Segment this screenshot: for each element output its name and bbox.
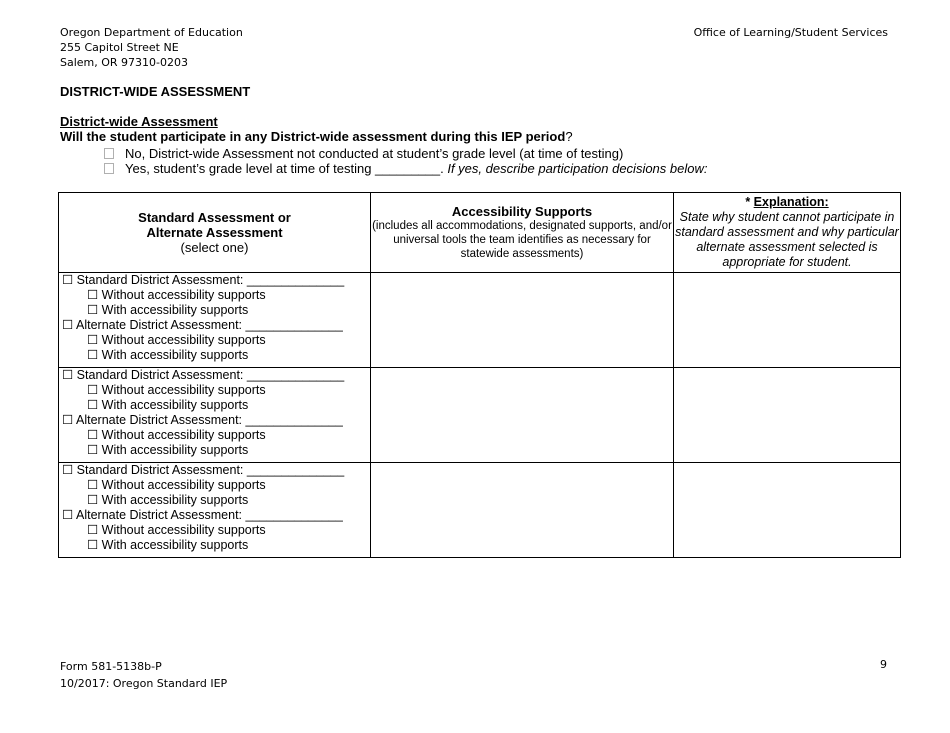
standard-assessment-checkbox[interactable]: ☐ Standard District Assessment: ______________: [62, 273, 345, 287]
standard-without-supports-checkbox[interactable]: ☐ Without accessibility supports: [87, 383, 266, 397]
org-street: 255 Capitol Street NE: [60, 41, 179, 54]
table-row: [59, 273, 901, 368]
col-explanation-star: *: [745, 195, 754, 209]
standard-with-supports-checkbox[interactable]: ☐ With accessibility supports: [87, 303, 249, 317]
section-title: DISTRICT-WIDE ASSESSMENT: [60, 84, 251, 99]
alternate-assessment-checkbox[interactable]: ☐ Alternate District Assessment: ______________: [62, 413, 343, 427]
form-number: Form 581-5138b-P: [60, 660, 162, 673]
option-no-label: No, District-wide Assessment not conducted at student’s grade level (at time of testing): [125, 146, 624, 161]
option-yes-checkbox[interactable]: [104, 163, 114, 174]
col-supports-note: (includes all accommodations, designated supports, and/or universal tools the team identifies as necessary for statewide assessments): [372, 219, 672, 260]
table-row: [59, 463, 901, 558]
assessment-options-cell: [59, 463, 371, 558]
assessment-table: [58, 192, 901, 558]
col-explanation-label: Explanation:: [753, 195, 829, 209]
col-assessment-title-1: Standard Assessment or: [138, 210, 291, 225]
explanation-cell[interactable]: [674, 273, 901, 368]
question-mark: ?: [565, 129, 573, 144]
standard-with-supports-checkbox[interactable]: ☐ With accessibility supports: [87, 398, 249, 412]
alternate-without-supports-checkbox[interactable]: ☐ Without accessibility supports: [87, 428, 266, 442]
col-assessment-header: [59, 193, 371, 273]
explanation-cell[interactable]: [674, 463, 901, 558]
alternate-without-supports-checkbox[interactable]: ☐ Without accessibility supports: [87, 523, 266, 537]
col-assessment-title-2: Alternate Assessment: [146, 225, 283, 240]
standard-assessment-checkbox[interactable]: ☐ Standard District Assessment: ______________: [62, 368, 345, 382]
col-explanation-note: State why student cannot participate in standard assessment and why particular alternate assessment selected is appropriate for student.: [675, 210, 899, 269]
col-supports-header: [371, 193, 674, 273]
standard-with-supports-checkbox[interactable]: ☐ With accessibility supports: [87, 493, 249, 507]
supports-cell[interactable]: [371, 273, 674, 368]
col-assessment-note: (select one): [180, 240, 249, 255]
table-row: [59, 368, 901, 463]
question-text: Will the student participate in any District-wide assessment during this IEP period: [60, 129, 566, 144]
option-yes: [104, 161, 707, 176]
header-address: [60, 25, 243, 70]
subsection-title: District-wide Assessment: [60, 114, 218, 129]
header-office: Office of Learning/Student Services: [693, 26, 888, 39]
participation-question: [60, 129, 573, 144]
explanation-cell[interactable]: [674, 368, 901, 463]
org-name: Oregon Department of Education: [60, 26, 243, 39]
page-number: 9: [880, 658, 887, 671]
col-explanation-header: [674, 193, 901, 273]
option-no-checkbox[interactable]: [104, 148, 114, 159]
org-city: Salem, OR 97310-0203: [60, 56, 189, 69]
standard-without-supports-checkbox[interactable]: ☐ Without accessibility supports: [87, 478, 266, 492]
standard-without-supports-checkbox[interactable]: ☐ Without accessibility supports: [87, 288, 266, 302]
alternate-assessment-checkbox[interactable]: ☐ Alternate District Assessment: ______________: [62, 318, 343, 332]
alternate-with-supports-checkbox[interactable]: ☐ With accessibility supports: [87, 348, 249, 362]
option-no: [104, 146, 623, 161]
option-yes-instruction: If yes, describe participation decisions below:: [443, 161, 708, 176]
col-explanation-title: [745, 195, 828, 209]
footer-form-info: [60, 658, 227, 692]
alternate-without-supports-checkbox[interactable]: ☐ Without accessibility supports: [87, 333, 266, 347]
col-supports-title: Accessibility Supports: [451, 203, 593, 219]
form-date: 10/2017: Oregon Standard IEP: [60, 677, 228, 690]
supports-cell[interactable]: [371, 463, 674, 558]
option-yes-label: Yes, student’s grade level at time of testing _________.: [125, 161, 444, 176]
assessment-options-cell: [59, 368, 371, 463]
standard-assessment-checkbox[interactable]: ☐ Standard District Assessment: ______________: [62, 463, 345, 477]
supports-cell[interactable]: [371, 368, 674, 463]
assessment-options-cell: [59, 273, 371, 368]
alternate-assessment-checkbox[interactable]: ☐ Alternate District Assessment: ______________: [62, 508, 343, 522]
alternate-with-supports-checkbox[interactable]: ☐ With accessibility supports: [87, 443, 249, 457]
table-header-row: [59, 193, 901, 273]
alternate-with-supports-checkbox[interactable]: ☐ With accessibility supports: [87, 538, 249, 552]
